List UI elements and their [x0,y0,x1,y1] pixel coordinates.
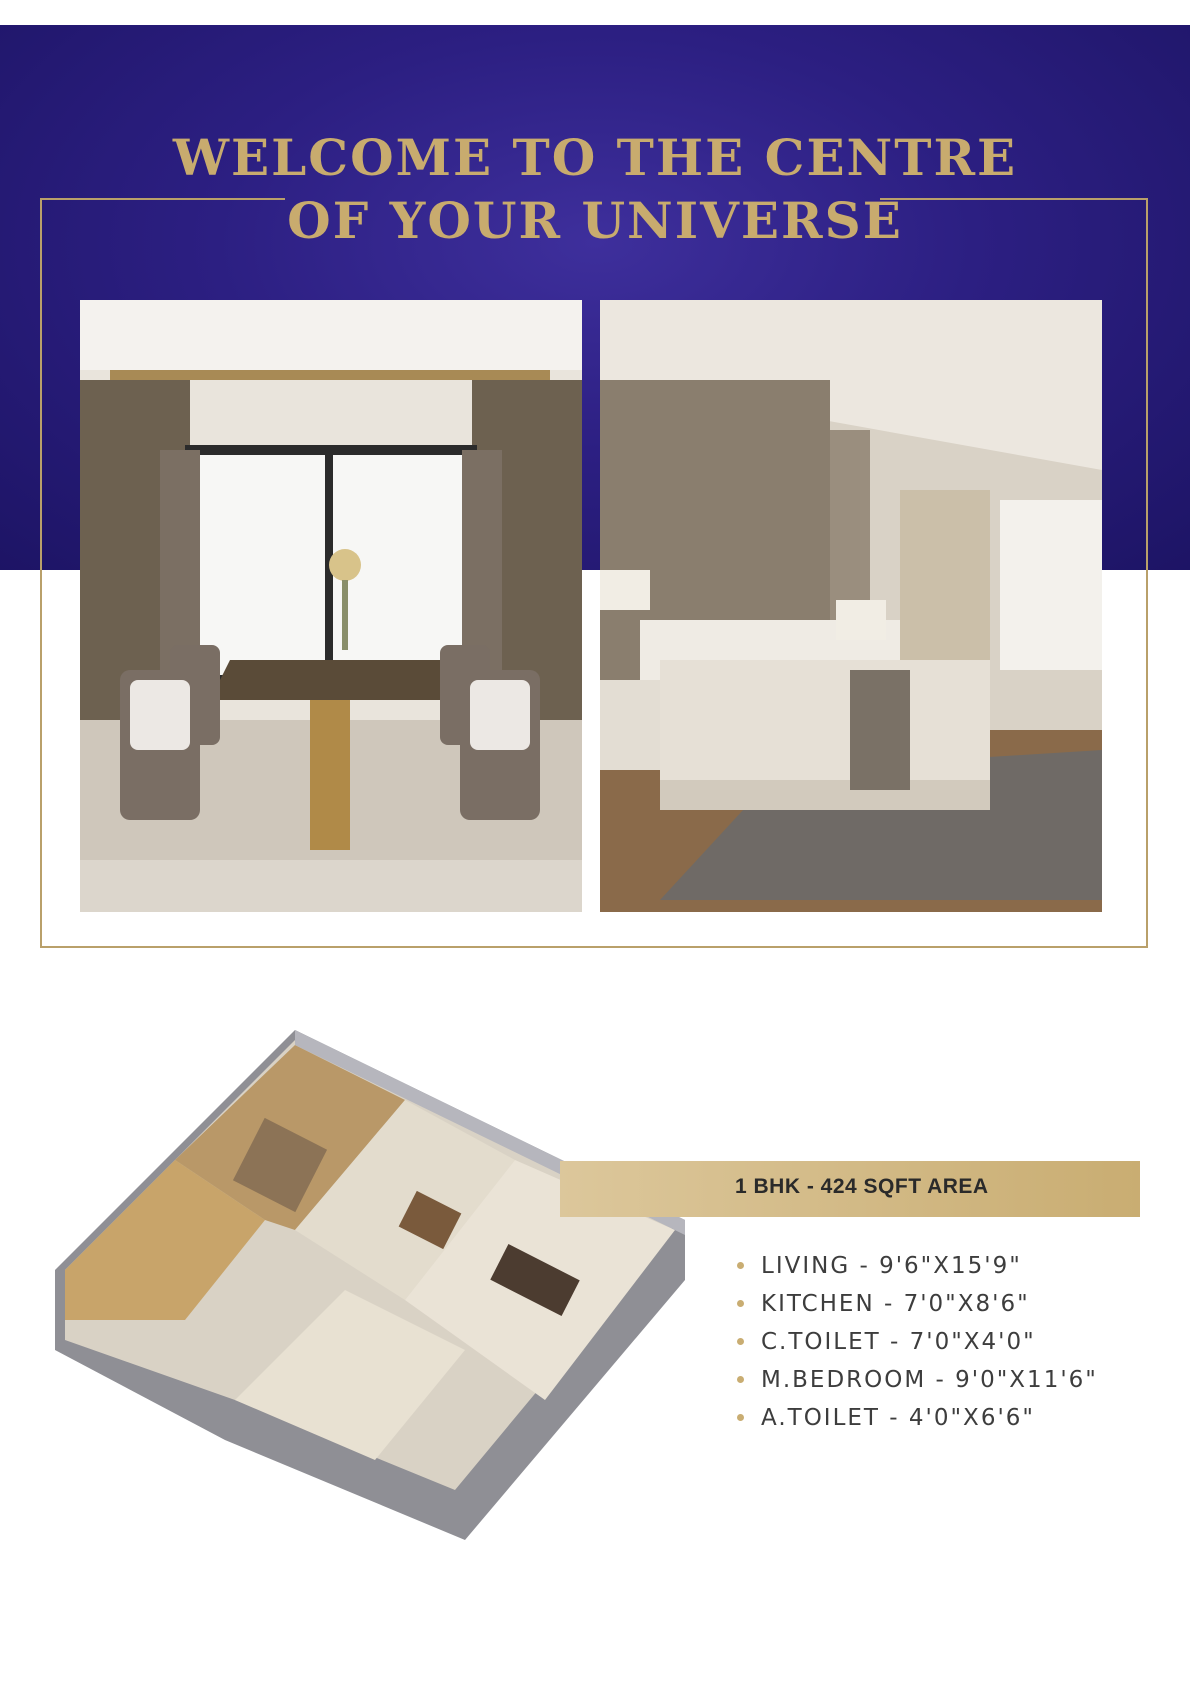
bedroom-photo [600,300,1102,912]
room-spec-living: LIVING - 9'6"X15'9" [761,1253,1022,1279]
floor-plan-image [45,1020,685,1540]
frame-line-left [40,198,42,948]
list-item [735,1247,1098,1285]
dining-room-photo [80,300,582,912]
list-item [735,1361,1098,1399]
bullet-icon [737,1414,744,1421]
list-item [735,1399,1098,1437]
room-spec-m-bedroom: M.BEDROOM - 9'0"X11'6" [761,1367,1098,1393]
bullet-icon [737,1262,744,1269]
bullet-icon [737,1338,744,1345]
bullet-icon [737,1376,744,1383]
frame-line-bottom [40,946,1148,948]
area-label: 1 BHK - 424 SQFT AREA [735,1175,989,1198]
room-specs-list [735,1247,1098,1437]
room-spec-a-toilet: A.TOILET - 4'0"X6'6" [761,1405,1035,1431]
list-item [735,1285,1098,1323]
room-spec-c-toilet: C.TOILET - 7'0"X4'0" [761,1329,1036,1355]
list-item [735,1323,1098,1361]
page-title-line2: OF YOUR UNIVERSE [287,191,903,250]
page-title-line1: WELCOME TO THE CENTRE [172,128,1018,187]
frame-line-right [1146,198,1148,948]
bullet-icon [737,1300,744,1307]
room-spec-kitchen: KITCHEN - 7'0"X8'6" [761,1291,1030,1317]
